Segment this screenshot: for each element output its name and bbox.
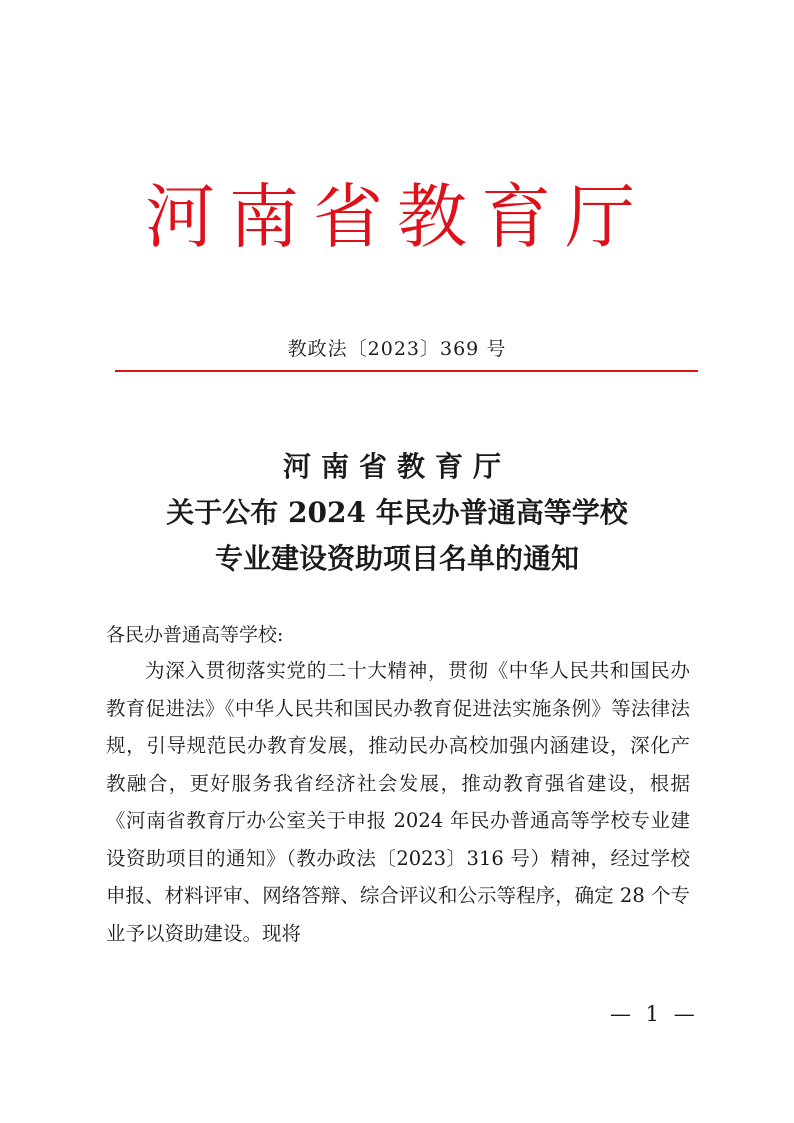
red-divider	[115, 370, 698, 372]
notice-title	[0, 444, 794, 582]
org-header: 河南省教育厅	[145, 176, 649, 258]
document-number: 教政法〔2023〕369 号	[287, 338, 507, 360]
body-paragraph: 为深入贯彻落实党的二十大精神，贯彻《中华人民共和国民办教育促进法》《中华人民共和国民办教育促进法实施条例》等法律法规，引导规范民办教育发展，推动民办高校加强内涵建设，深化产教融合，更好服务我省经济社会发展，推动教育强省建设，根据《河南省教育厅办公室关于申报 2024 年民办普通高等学校专业建设资助项目的通知》（教办政法〔2023〕316 号）精神，经过学校申报、材料评审、网络答辩、综合评议和公示等程序，确定 28 个专业予以资助建设。现将	[106, 659, 690, 945]
page-number: — 1 —	[610, 1002, 699, 1026]
title-line-2: 关于公布 2024 年民办普通高等学校	[166, 496, 628, 529]
title-line-1: 河南省教育厅	[282, 450, 511, 483]
salutation: 各民办普通高等学校:	[106, 624, 284, 646]
title-line-3: 专业建设资助项目名单的通知	[214, 542, 579, 575]
